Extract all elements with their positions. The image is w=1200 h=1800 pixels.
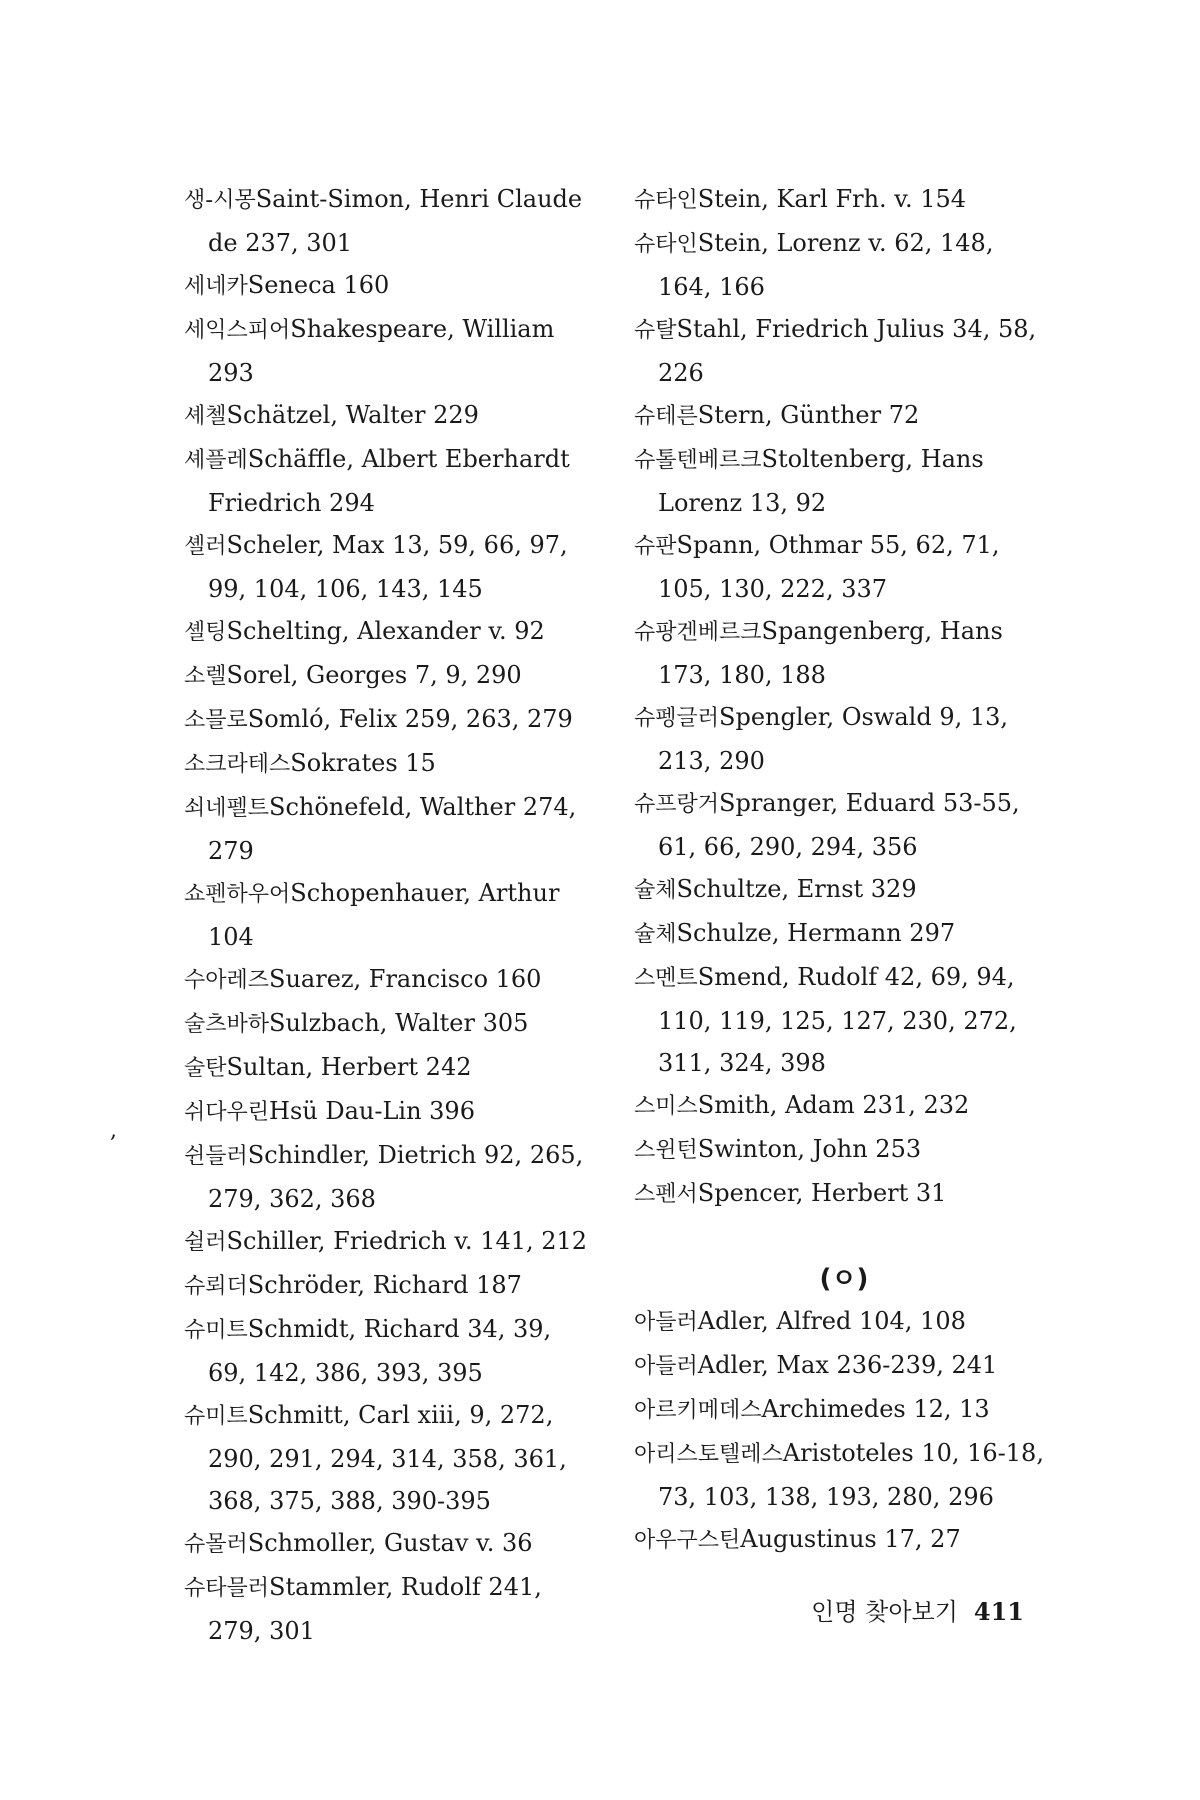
entry-name-and-pages: Aristoteles 10, 16-18, 73, 103, 138, 193, 280, 296 [658, 1439, 1044, 1511]
entry-name-and-pages: Stoltenberg, Hans Lorenz 13, 92 [658, 445, 984, 517]
index-entry [634, 610, 1054, 696]
entry-korean-name: 슈테른 [634, 404, 698, 429]
entry-name-and-pages: Adler, Max 236-239, 241 [697, 1351, 998, 1379]
entry-korean-name: 아들러 [634, 1354, 698, 1379]
entry-korean-name: 소렐 [184, 664, 227, 689]
entry-name-and-pages: Schätzel, Walter 229 [226, 401, 479, 429]
entry-name-and-pages: Schmitt, Carl xiii, 9, 272, 290, 291, 294, 314, 358, 361, 368, 375, 388, 390-395 [208, 1401, 567, 1515]
entry-name-and-pages: Seneca 160 [247, 271, 390, 299]
entry-korean-name: 슈팡겐베르크 [634, 620, 762, 645]
entry-name-and-pages: Hsü Dau-Lin 396 [269, 1097, 475, 1125]
footer-label: 인명 찾아보기 [811, 1598, 958, 1626]
entry-name-and-pages: Schmoller, Gustav v. 36 [247, 1529, 533, 1557]
entry-name-and-pages: Spangenberg, Hans 173, 180, 188 [658, 617, 1003, 689]
entry-korean-name: 슈탈 [634, 318, 677, 343]
entry-korean-name: 슈타믈러 [184, 1576, 270, 1601]
entry-korean-name: 소믈로 [184, 708, 248, 733]
entry-name-and-pages: Sultan, Herbert 242 [226, 1053, 472, 1081]
entry-name-and-pages: Schulze, Hermann 297 [676, 919, 956, 947]
stray-mark: , [110, 1118, 117, 1143]
index-entry [634, 782, 1054, 868]
entry-name-and-pages: Schäffle, Albert Eberhardt Friedrich 294 [208, 445, 570, 517]
entry-korean-name: 셰첼 [184, 404, 227, 429]
index-entry [184, 1566, 594, 1652]
entry-korean-name: 셸팅 [184, 620, 227, 645]
entry-korean-name: 셰플레 [184, 448, 248, 473]
index-entry [184, 1220, 594, 1264]
index-entry [634, 1432, 1054, 1518]
index-entry [634, 1128, 1054, 1172]
entry-name-and-pages: Stammler, Rudolf 241, 279, 301 [208, 1573, 542, 1645]
entry-korean-name: 수아레즈 [184, 968, 270, 993]
entry-korean-name: 슈몰러 [184, 1532, 248, 1557]
entry-korean-name: 아들러 [634, 1310, 698, 1335]
entry-korean-name: 아르키메데스 [634, 1398, 762, 1423]
entry-name-and-pages: Schultze, Ernst 329 [676, 875, 917, 903]
entry-korean-name: 스펜서 [634, 1182, 698, 1207]
index-entry [184, 872, 594, 958]
entry-name-and-pages: Sulzbach, Walter 305 [269, 1009, 529, 1037]
index-entry [634, 956, 1054, 1084]
entry-korean-name: 생-시몽 [184, 188, 256, 213]
entry-name-and-pages: Suarez, Francisco 160 [269, 965, 542, 993]
entry-korean-name: 아우구스틴 [634, 1528, 741, 1553]
entry-name-and-pages: Stahl, Friedrich Julius 34, 58, 226 [658, 315, 1037, 387]
entry-korean-name: 술츠바하 [184, 1012, 270, 1037]
entry-name-and-pages: Schröder, Richard 187 [247, 1271, 522, 1299]
entry-name-and-pages: Schmidt, Richard 34, 39, 69, 142, 386, 393, 395 [208, 1315, 552, 1387]
entry-korean-name: 슈미트 [184, 1318, 248, 1343]
entry-name-and-pages: Spann, Othmar 55, 62, 71, 105, 130, 222, 337 [658, 531, 1000, 603]
entry-korean-name: 슈미트 [184, 1404, 248, 1429]
entry-korean-name: 스윈턴 [634, 1138, 698, 1163]
entry-name-and-pages: Schiller, Friedrich v. 141, 212 [226, 1227, 588, 1255]
entry-korean-name: 스멘트 [634, 966, 698, 991]
entry-name-and-pages: Stern, Günther 72 [697, 401, 920, 429]
entry-korean-name: 세네카 [184, 274, 248, 299]
left-column [184, 178, 594, 1652]
entry-korean-name: 슈타인 [634, 188, 698, 213]
entry-korean-name: 소크라테스 [184, 752, 291, 777]
index-entry [184, 264, 594, 308]
entry-name-and-pages: Stein, Lorenz v. 62, 148, 164, 166 [658, 229, 994, 301]
index-entry [184, 654, 594, 698]
index-entry [634, 222, 1054, 308]
index-entry [634, 1518, 1054, 1562]
entry-korean-name: 쉬다우린 [184, 1100, 270, 1125]
entry-name-and-pages: Scheler, Max 13, 59, 66, 97, 99, 104, 106, 143, 145 [208, 531, 568, 603]
index-entry [184, 1394, 594, 1522]
section-o-entries [634, 1300, 1054, 1562]
index-entry [184, 742, 594, 786]
index-entry [184, 394, 594, 438]
index-entry [184, 524, 594, 610]
entry-name-and-pages: Spengler, Oswald 9, 13, 213, 290 [658, 703, 1009, 775]
index-entry [634, 868, 1054, 912]
entry-name-and-pages: Shakespeare, William 293 [208, 315, 555, 387]
entry-korean-name: 술탄 [184, 1056, 227, 1081]
entry-korean-name: 쇼펜하우어 [184, 882, 291, 907]
entry-korean-name: 쉰들러 [184, 1144, 248, 1169]
entry-name-and-pages: Smith, Adam 231, 232 [697, 1091, 970, 1119]
page-number: 411 [973, 1597, 1024, 1626]
index-entry [634, 1344, 1054, 1388]
entry-korean-name: 쉴러 [184, 1230, 227, 1255]
index-entry [634, 394, 1054, 438]
index-entry [184, 958, 594, 1002]
page-footer [811, 1592, 1024, 1627]
index-entry [184, 1046, 594, 1090]
index-entry [634, 1388, 1054, 1432]
entry-name-and-pages: Schopenhauer, Arthur 104 [208, 879, 560, 951]
entry-korean-name: 세익스피어 [184, 318, 291, 343]
index-entry [184, 698, 594, 742]
entry-korean-name: 슈프랑거 [634, 792, 720, 817]
index-entry [634, 696, 1054, 782]
index-entry [634, 1300, 1054, 1344]
index-entry [184, 1090, 594, 1134]
entry-korean-name: 아리스토텔레스 [634, 1442, 783, 1467]
index-entry [634, 912, 1054, 956]
index-entry [634, 1084, 1054, 1128]
entry-name-and-pages: Spranger, Eduard 53-55, 61, 66, 290, 294, 356 [658, 789, 1020, 861]
entry-korean-name: 셸러 [184, 534, 227, 559]
entry-name-and-pages: Sokrates 15 [290, 749, 436, 777]
section-heading-o: (ㅇ) [819, 1264, 869, 1294]
entry-korean-name: 슈타인 [634, 232, 698, 257]
index-entry [184, 1264, 594, 1308]
entry-name-and-pages: Spencer, Herbert 31 [697, 1179, 947, 1207]
right-entries [634, 178, 1054, 1216]
entry-name-and-pages: Swinton, John 253 [697, 1135, 922, 1163]
index-entry [634, 178, 1054, 222]
entry-name-and-pages: Augustinus 17, 27 [740, 1525, 961, 1553]
entry-korean-name: 슈펭글러 [634, 706, 720, 731]
entry-korean-name: 스미스 [634, 1094, 698, 1119]
entry-korean-name: 슐체 [634, 922, 677, 947]
index-entry [184, 1308, 594, 1394]
index-entry [184, 610, 594, 654]
entry-name-and-pages: Saint-Simon, Henri Claude de 237, 301 [208, 185, 583, 257]
entry-name-and-pages: Stein, Karl Frh. v. 154 [697, 185, 967, 213]
entry-korean-name: 슈톨텐베르크 [634, 448, 762, 473]
entry-korean-name: 슐체 [634, 878, 677, 903]
entry-name-and-pages: Smend, Rudolf 42, 69, 94, 110, 119, 125, 127, 230, 272, 311, 324, 398 [658, 963, 1017, 1077]
right-column [634, 178, 1054, 1562]
index-entry [184, 1002, 594, 1046]
entry-name-and-pages: Schindler, Dietrich 92, 265, 279, 362, 368 [208, 1141, 584, 1213]
index-entry [184, 178, 594, 264]
index-entry [634, 1172, 1054, 1216]
index-entry [634, 524, 1054, 610]
index-entry [634, 308, 1054, 394]
entry-korean-name: 슈뢰더 [184, 1274, 248, 1299]
index-entry [184, 308, 594, 394]
entry-korean-name: 슈판 [634, 534, 677, 559]
index-entry [634, 438, 1054, 524]
entry-name-and-pages: Schelting, Alexander v. 92 [226, 617, 545, 645]
entry-name-and-pages: Sorel, Georges 7, 9, 290 [226, 661, 522, 689]
entry-name-and-pages: Schönefeld, Walther 274, 279 [208, 793, 577, 865]
index-entry [184, 786, 594, 872]
entry-name-and-pages: Somló, Felix 259, 263, 279 [247, 705, 573, 733]
index-entry [184, 1134, 594, 1220]
entry-name-and-pages: Adler, Alfred 104, 108 [697, 1307, 966, 1335]
index-entry [184, 438, 594, 524]
index-entry [184, 1522, 594, 1566]
entry-name-and-pages: Archimedes 12, 13 [761, 1395, 990, 1423]
entry-korean-name: 쇠네펠트 [184, 796, 270, 821]
